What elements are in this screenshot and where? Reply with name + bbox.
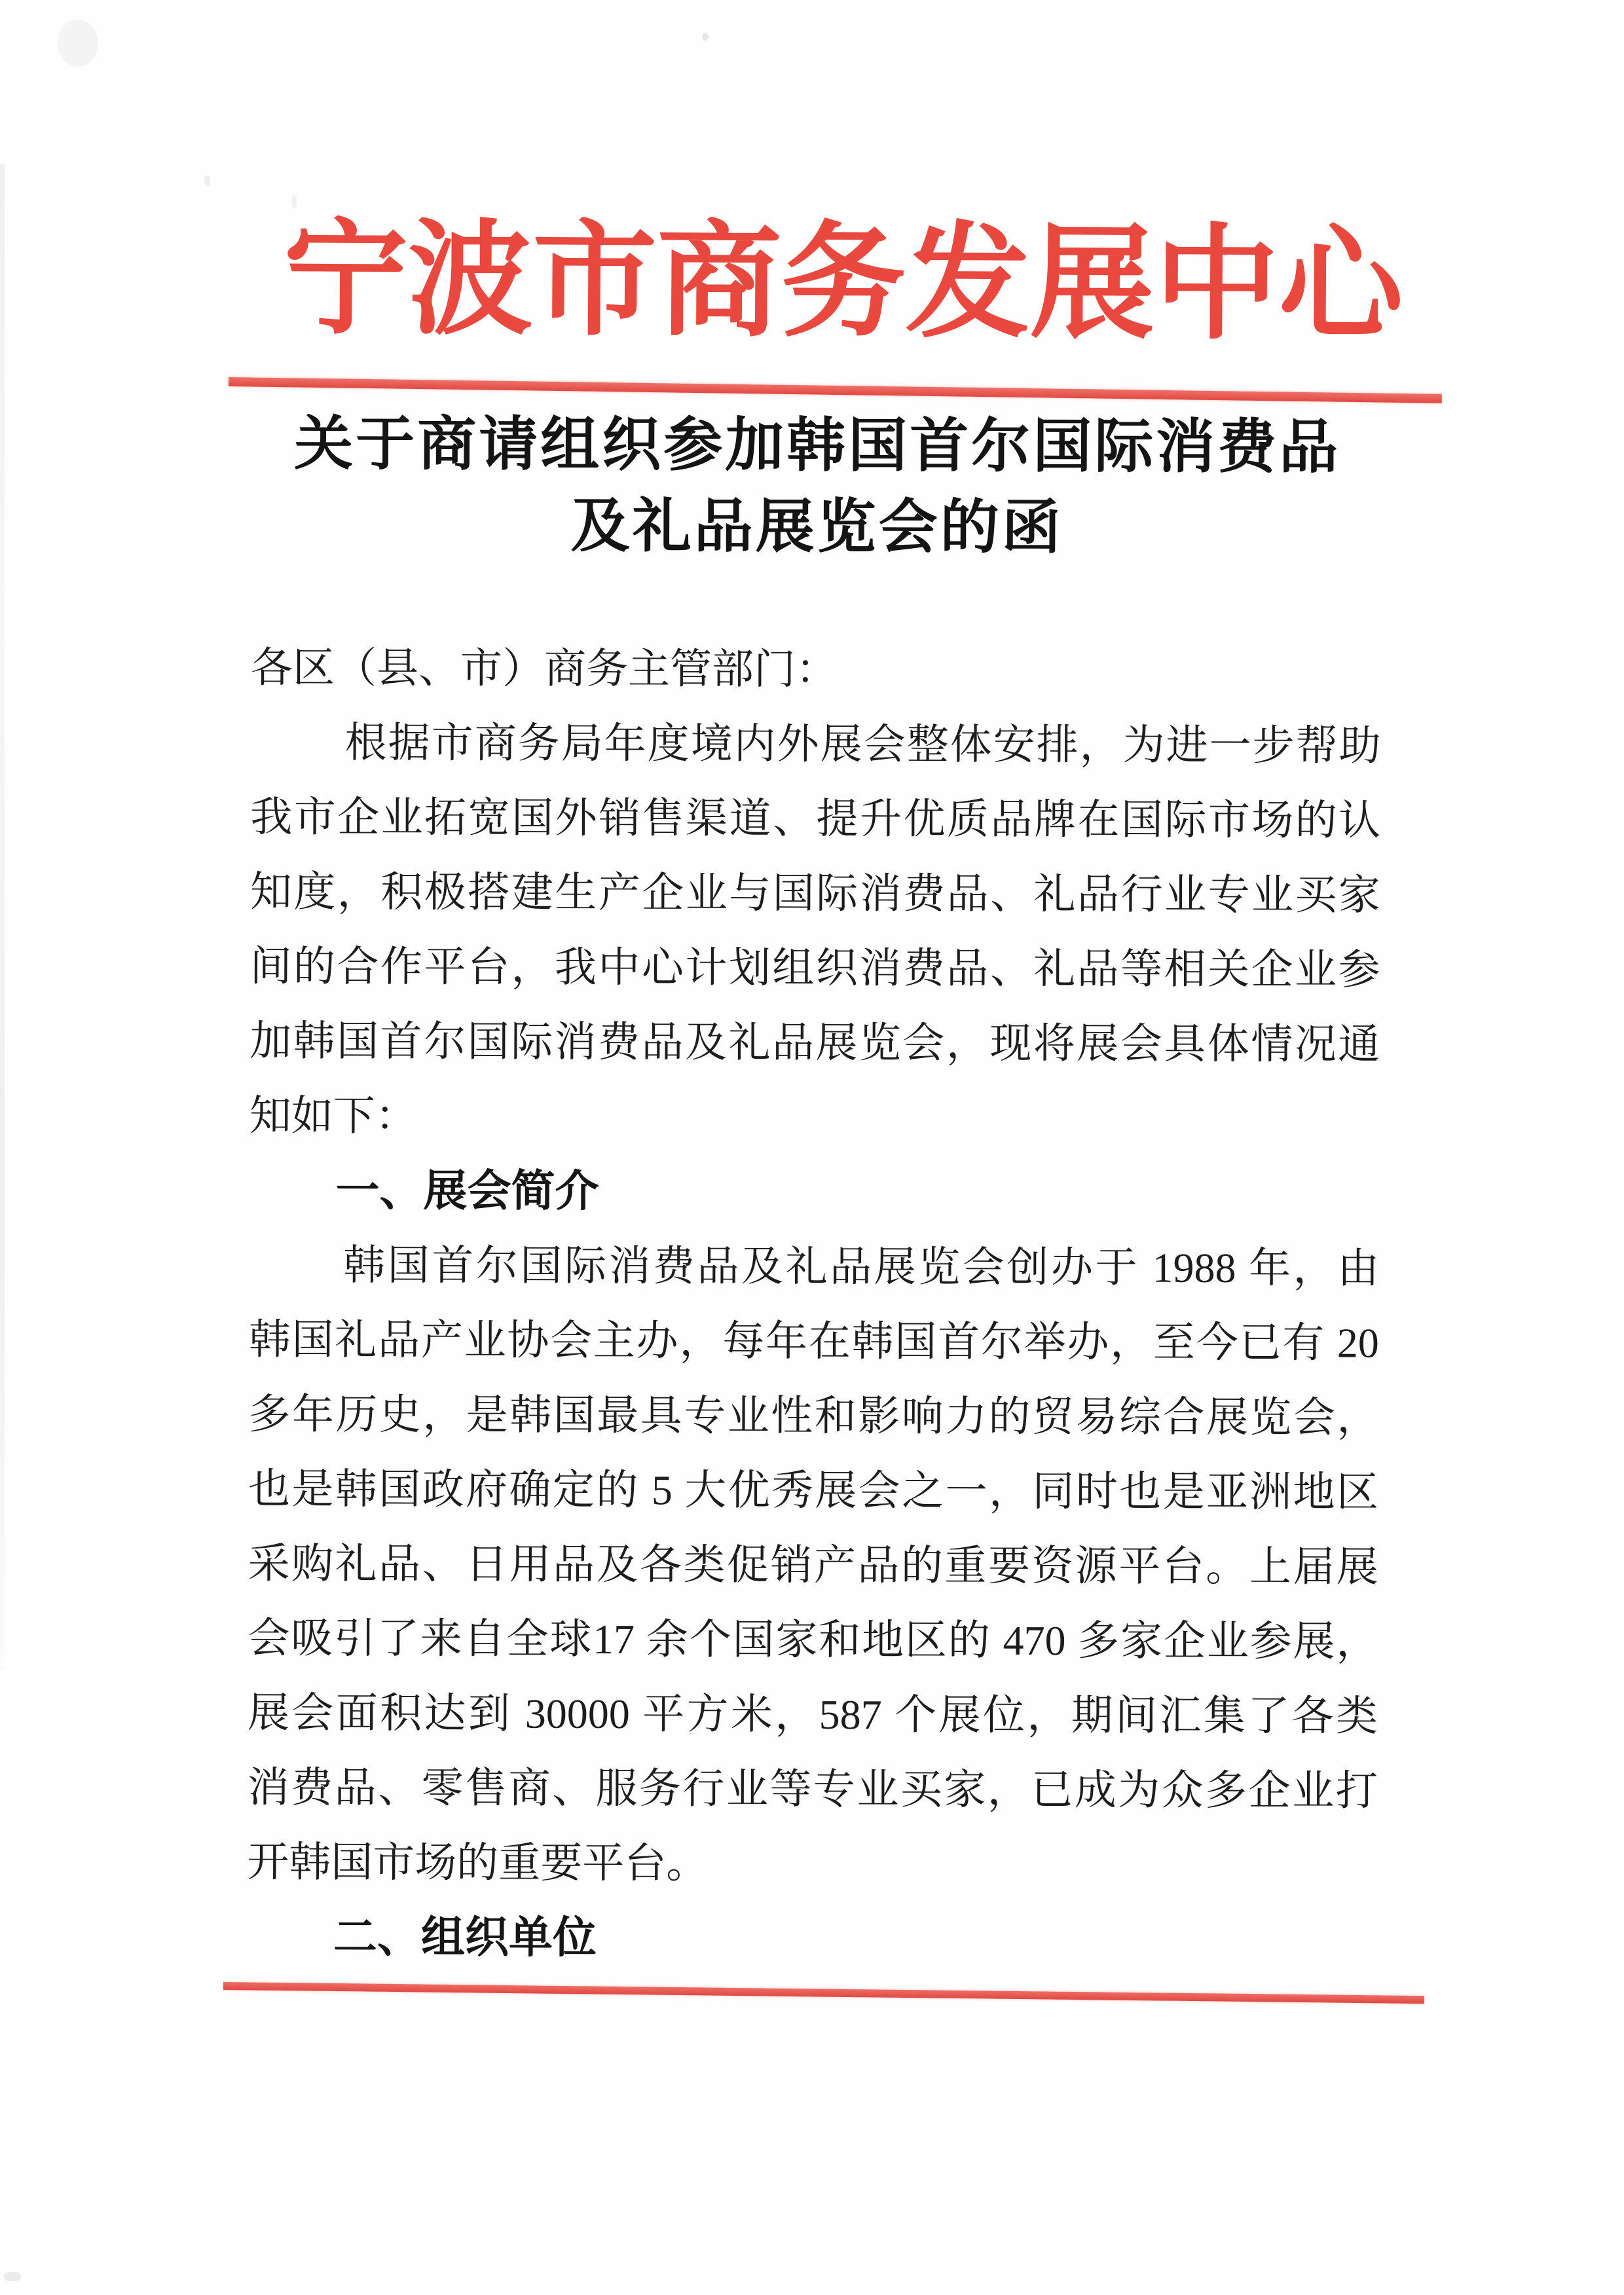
paragraph-line: 根据市商务局年度境内外展会整体安排，为进一步帮助	[344, 719, 1381, 769]
section-heading-2: 二、组织单位	[333, 1912, 597, 1962]
salutation-line: 各区（县、市）商务主管部门：	[250, 644, 838, 693]
paragraph-line: 知如下：	[249, 1092, 418, 1140]
letterhead-org-name: 宁波市商务发展中心	[283, 211, 1404, 356]
section-heading-1: 一、展会简介	[335, 1166, 599, 1216]
paragraph-line: 知度，积极搭建生产企业与国际消费品、礼品行业专业买家	[249, 868, 1381, 919]
paragraph-line: 韩国礼品产业协会主办，每年在韩国首尔举办，至今已有 20	[248, 1316, 1379, 1367]
paragraph-line: 也是韩国政府确定的 5 大优秀展会之一，同时也是亚洲地区	[248, 1465, 1379, 1516]
scan-artifact-speck	[204, 175, 210, 186]
footer-rule	[223, 1982, 1424, 2004]
letterhead-divider-rule	[229, 377, 1442, 403]
scan-artifact-left-edge	[0, 164, 5, 1670]
paragraph-line: 展会面积达到 30000 平方米，587 个展位，期间汇集了各类	[247, 1689, 1378, 1740]
document-title-line1: 关于商请组织参加韩国首尔国际消费品	[294, 412, 1341, 481]
paragraph-line: 加韩国首尔国际消费品及礼品展览会，现将展会具体情况通	[249, 1018, 1380, 1068]
paragraph-line: 韩国首尔国际消费品及礼品展览会创办于 1988 年，由	[343, 1241, 1380, 1292]
document-title-line2: 及礼品展览会的函	[570, 494, 1063, 561]
paragraph-line: 我市企业拓宽国外销售渠道、提升优质品牌在国际市场的认	[250, 794, 1381, 844]
scan-artifact-smudge	[58, 20, 98, 67]
scan-artifact-speck	[702, 33, 709, 41]
paragraph-line: 间的合作平台，我中心计划组织消费品、礼品等相关企业参	[249, 943, 1380, 993]
paragraph-line: 消费品、零售商、服务行业等专业买家，已成为众多企业打	[247, 1764, 1378, 1814]
paragraph-line: 多年历史，是韩国最具专业性和影响力的贸易综合展览会，	[248, 1391, 1379, 1441]
paragraph-line: 采购礼品、日用品及各类促销产品的重要资源平台。上届展	[248, 1540, 1378, 1590]
letter-body	[247, 631, 1381, 1977]
scan-artifact-speck	[4, 2272, 21, 2281]
document-title	[5, 403, 1624, 572]
paragraph-line: 开韩国市场的重要平台。	[247, 1839, 709, 1887]
paragraph-line: 会吸引了来自全球17 余个国家和地区的 470 多家企业参展，	[248, 1615, 1378, 1665]
